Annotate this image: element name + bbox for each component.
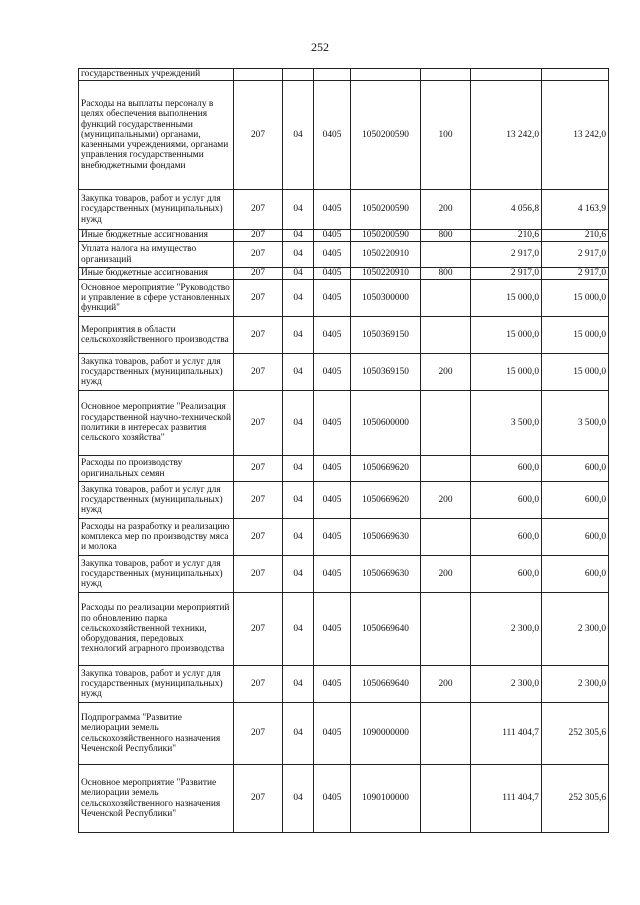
row-name-cell: Подпрограмма "Развитие мелиорации земель сельскохозяйственного назначения Чеченской Республики" bbox=[79, 703, 234, 765]
row-sum-year2-cell: 600,0 bbox=[542, 482, 609, 519]
row-sum-year2-cell: 600,0 bbox=[542, 519, 609, 556]
row-rz-cell: 04 bbox=[283, 230, 314, 242]
row-name-cell: Основное мероприятие "Реализация государственной научно-технической политики в интересах развития сельского хозяйства" bbox=[79, 391, 234, 456]
table-row bbox=[79, 391, 609, 456]
row-sum-year2-cell: 2 300,0 bbox=[542, 666, 609, 703]
row-pr-cell bbox=[314, 69, 351, 81]
row-pr-cell: 0405 bbox=[314, 230, 351, 242]
row-name-cell: Иные бюджетные ассигнования bbox=[79, 268, 234, 280]
row-csr-cell: 1050200590 bbox=[351, 190, 421, 230]
row-rz-cell: 04 bbox=[283, 190, 314, 230]
row-ved-cell: 207 bbox=[234, 280, 283, 317]
row-rz-cell: 04 bbox=[283, 268, 314, 280]
row-name-cell: Расходы по реализации мероприятий по обновлению парка сельскохозяйственной техники, оборудования, передовых технологий аграрного производства bbox=[79, 593, 234, 666]
row-vr-cell bbox=[421, 456, 471, 482]
row-pr-cell: 0405 bbox=[314, 556, 351, 593]
row-sum-year2-cell: 2 300,0 bbox=[542, 593, 609, 666]
row-vr-cell bbox=[421, 765, 471, 833]
row-rz-cell bbox=[283, 69, 314, 81]
row-csr-cell: 1050200590 bbox=[351, 230, 421, 242]
table-row bbox=[79, 280, 609, 317]
row-rz-cell: 04 bbox=[283, 81, 314, 190]
row-sum-year1-cell: 111 404,7 bbox=[471, 703, 542, 765]
row-sum-year1-cell: 111 404,7 bbox=[471, 765, 542, 833]
row-rz-cell: 04 bbox=[283, 556, 314, 593]
row-sum-year2-cell: 252 305,6 bbox=[542, 703, 609, 765]
row-sum-year2-cell: 15 000,0 bbox=[542, 317, 609, 354]
row-sum-year2-cell: 4 163,9 bbox=[542, 190, 609, 230]
row-sum-year1-cell: 2 917,0 bbox=[471, 242, 542, 268]
row-rz-cell: 04 bbox=[283, 280, 314, 317]
row-rz-cell: 04 bbox=[283, 593, 314, 666]
row-sum-year1-cell: 210,6 bbox=[471, 230, 542, 242]
row-sum-year2-cell: 2 917,0 bbox=[542, 268, 609, 280]
row-vr-cell: 800 bbox=[421, 268, 471, 280]
row-sum-year1-cell: 15 000,0 bbox=[471, 280, 542, 317]
row-sum-year2-cell: 600,0 bbox=[542, 556, 609, 593]
row-pr-cell: 0405 bbox=[314, 765, 351, 833]
row-csr-cell: 1050669640 bbox=[351, 593, 421, 666]
row-vr-cell bbox=[421, 280, 471, 317]
row-sum-year1-cell bbox=[471, 69, 542, 81]
table-row bbox=[79, 519, 609, 556]
table-row bbox=[79, 69, 609, 81]
row-sum-year1-cell: 600,0 bbox=[471, 556, 542, 593]
row-pr-cell: 0405 bbox=[314, 703, 351, 765]
row-vr-cell: 200 bbox=[421, 666, 471, 703]
row-vr-cell bbox=[421, 69, 471, 81]
row-sum-year1-cell: 600,0 bbox=[471, 482, 542, 519]
row-sum-year1-cell: 2 917,0 bbox=[471, 268, 542, 280]
row-vr-cell bbox=[421, 519, 471, 556]
row-ved-cell: 207 bbox=[234, 190, 283, 230]
row-vr-cell: 200 bbox=[421, 190, 471, 230]
row-vr-cell bbox=[421, 317, 471, 354]
row-vr-cell: 200 bbox=[421, 354, 471, 391]
row-sum-year2-cell: 2 917,0 bbox=[542, 242, 609, 268]
table-row bbox=[79, 242, 609, 268]
row-csr-cell: 1050369150 bbox=[351, 317, 421, 354]
row-sum-year2-cell: 15 000,0 bbox=[542, 280, 609, 317]
row-ved-cell: 207 bbox=[234, 354, 283, 391]
row-csr-cell: 1050669620 bbox=[351, 456, 421, 482]
row-name-cell: Основное мероприятие "Руководство и управление в сфере установленных функций" bbox=[79, 280, 234, 317]
row-ved-cell: 207 bbox=[234, 703, 283, 765]
row-name-cell: Иные бюджетные ассигнования bbox=[79, 230, 234, 242]
row-csr-cell: 1090100000 bbox=[351, 765, 421, 833]
row-rz-cell: 04 bbox=[283, 666, 314, 703]
row-ved-cell: 207 bbox=[234, 242, 283, 268]
table-row bbox=[79, 556, 609, 593]
row-sum-year1-cell: 13 242,0 bbox=[471, 81, 542, 190]
row-pr-cell: 0405 bbox=[314, 81, 351, 190]
row-rz-cell: 04 bbox=[283, 242, 314, 268]
row-pr-cell: 0405 bbox=[314, 519, 351, 556]
row-name-cell: государственных учреждений bbox=[79, 69, 234, 81]
table-row bbox=[79, 190, 609, 230]
budget-table bbox=[78, 68, 609, 833]
row-csr-cell: 1050220910 bbox=[351, 242, 421, 268]
row-sum-year1-cell: 600,0 bbox=[471, 456, 542, 482]
row-rz-cell: 04 bbox=[283, 765, 314, 833]
row-csr-cell: 1090000000 bbox=[351, 703, 421, 765]
row-sum-year1-cell: 4 056,8 bbox=[471, 190, 542, 230]
row-pr-cell: 0405 bbox=[314, 354, 351, 391]
row-name-cell: Закупка товаров, работ и услуг для государственных (муниципальных) нужд bbox=[79, 482, 234, 519]
row-pr-cell: 0405 bbox=[314, 482, 351, 519]
row-pr-cell: 0405 bbox=[314, 391, 351, 456]
row-ved-cell: 207 bbox=[234, 556, 283, 593]
row-ved-cell: 207 bbox=[234, 317, 283, 354]
row-vr-cell: 100 bbox=[421, 81, 471, 190]
row-csr-cell: 1050669630 bbox=[351, 519, 421, 556]
table-row bbox=[79, 230, 609, 242]
table-row bbox=[79, 268, 609, 280]
row-rz-cell: 04 bbox=[283, 703, 314, 765]
row-csr-cell: 1050369150 bbox=[351, 354, 421, 391]
table-row bbox=[79, 703, 609, 765]
table-row bbox=[79, 456, 609, 482]
row-sum-year2-cell: 15 000,0 bbox=[542, 354, 609, 391]
row-rz-cell: 04 bbox=[283, 519, 314, 556]
row-pr-cell: 0405 bbox=[314, 280, 351, 317]
row-csr-cell: 1050669630 bbox=[351, 556, 421, 593]
row-name-cell: Расходы на разработку и реализацию комплекса мер по производству мяса и молока bbox=[79, 519, 234, 556]
row-name-cell: Мероприятия в области сельскохозяйственного производства bbox=[79, 317, 234, 354]
row-ved-cell: 207 bbox=[234, 268, 283, 280]
row-vr-cell bbox=[421, 391, 471, 456]
row-name-cell: Уплата налога на имущество организаций bbox=[79, 242, 234, 268]
table-row bbox=[79, 666, 609, 703]
row-csr-cell: 1050200590 bbox=[351, 81, 421, 190]
row-csr-cell: 1050669640 bbox=[351, 666, 421, 703]
row-vr-cell bbox=[421, 242, 471, 268]
row-sum-year2-cell: 3 500,0 bbox=[542, 391, 609, 456]
row-pr-cell: 0405 bbox=[314, 242, 351, 268]
table-row bbox=[79, 317, 609, 354]
table-row bbox=[79, 765, 609, 833]
row-csr-cell bbox=[351, 69, 421, 81]
row-csr-cell: 1050220910 bbox=[351, 268, 421, 280]
row-ved-cell bbox=[234, 69, 283, 81]
row-sum-year1-cell: 15 000,0 bbox=[471, 354, 542, 391]
row-pr-cell: 0405 bbox=[314, 456, 351, 482]
row-rz-cell: 04 bbox=[283, 456, 314, 482]
row-sum-year2-cell: 210,6 bbox=[542, 230, 609, 242]
row-sum-year2-cell bbox=[542, 69, 609, 81]
row-sum-year1-cell: 2 300,0 bbox=[471, 593, 542, 666]
table-row bbox=[79, 593, 609, 666]
row-sum-year2-cell: 13 242,0 bbox=[542, 81, 609, 190]
row-ved-cell: 207 bbox=[234, 81, 283, 190]
row-name-cell: Закупка товаров, работ и услуг для государственных (муниципальных) нужд bbox=[79, 354, 234, 391]
row-pr-cell: 0405 bbox=[314, 190, 351, 230]
row-vr-cell: 200 bbox=[421, 482, 471, 519]
row-pr-cell: 0405 bbox=[314, 593, 351, 666]
row-sum-year1-cell: 600,0 bbox=[471, 519, 542, 556]
table-row bbox=[79, 354, 609, 391]
row-sum-year2-cell: 600,0 bbox=[542, 456, 609, 482]
row-ved-cell: 207 bbox=[234, 230, 283, 242]
row-vr-cell: 200 bbox=[421, 556, 471, 593]
row-name-cell: Расходы по производству оригинальных семян bbox=[79, 456, 234, 482]
row-name-cell: Расходы на выплаты персоналу в целях обеспечения выполнения функций государственными (муниципальными) органами, казенными учреждениями, органами управления государственными внебюджетными фондами bbox=[79, 81, 234, 190]
row-sum-year2-cell: 252 305,6 bbox=[542, 765, 609, 833]
row-sum-year1-cell: 2 300,0 bbox=[471, 666, 542, 703]
row-vr-cell bbox=[421, 593, 471, 666]
row-name-cell: Основное мероприятие "Развитие мелиорации земель сельскохозяйственного назначения Чеченской Республики" bbox=[79, 765, 234, 833]
row-pr-cell: 0405 bbox=[314, 268, 351, 280]
table-row bbox=[79, 482, 609, 519]
row-name-cell: Закупка товаров, работ и услуг для государственных (муниципальных) нужд bbox=[79, 556, 234, 593]
row-ved-cell: 207 bbox=[234, 482, 283, 519]
row-ved-cell: 207 bbox=[234, 593, 283, 666]
row-pr-cell: 0405 bbox=[314, 666, 351, 703]
table-body bbox=[79, 69, 609, 833]
row-sum-year1-cell: 3 500,0 bbox=[471, 391, 542, 456]
row-rz-cell: 04 bbox=[283, 317, 314, 354]
row-vr-cell: 800 bbox=[421, 230, 471, 242]
row-sum-year1-cell: 15 000,0 bbox=[471, 317, 542, 354]
row-csr-cell: 1050669620 bbox=[351, 482, 421, 519]
page-number: 252 bbox=[311, 40, 329, 54]
table-row bbox=[79, 81, 609, 190]
row-csr-cell: 1050600000 bbox=[351, 391, 421, 456]
row-name-cell: Закупка товаров, работ и услуг для государственных (муниципальных) нужд bbox=[79, 666, 234, 703]
row-ved-cell: 207 bbox=[234, 666, 283, 703]
row-pr-cell: 0405 bbox=[314, 317, 351, 354]
row-rz-cell: 04 bbox=[283, 354, 314, 391]
row-ved-cell: 207 bbox=[234, 519, 283, 556]
row-rz-cell: 04 bbox=[283, 482, 314, 519]
row-ved-cell: 207 bbox=[234, 765, 283, 833]
row-vr-cell bbox=[421, 703, 471, 765]
row-ved-cell: 207 bbox=[234, 456, 283, 482]
row-name-cell: Закупка товаров, работ и услуг для государственных (муниципальных) нужд bbox=[79, 190, 234, 230]
row-rz-cell: 04 bbox=[283, 391, 314, 456]
row-ved-cell: 207 bbox=[234, 391, 283, 456]
row-csr-cell: 1050300000 bbox=[351, 280, 421, 317]
